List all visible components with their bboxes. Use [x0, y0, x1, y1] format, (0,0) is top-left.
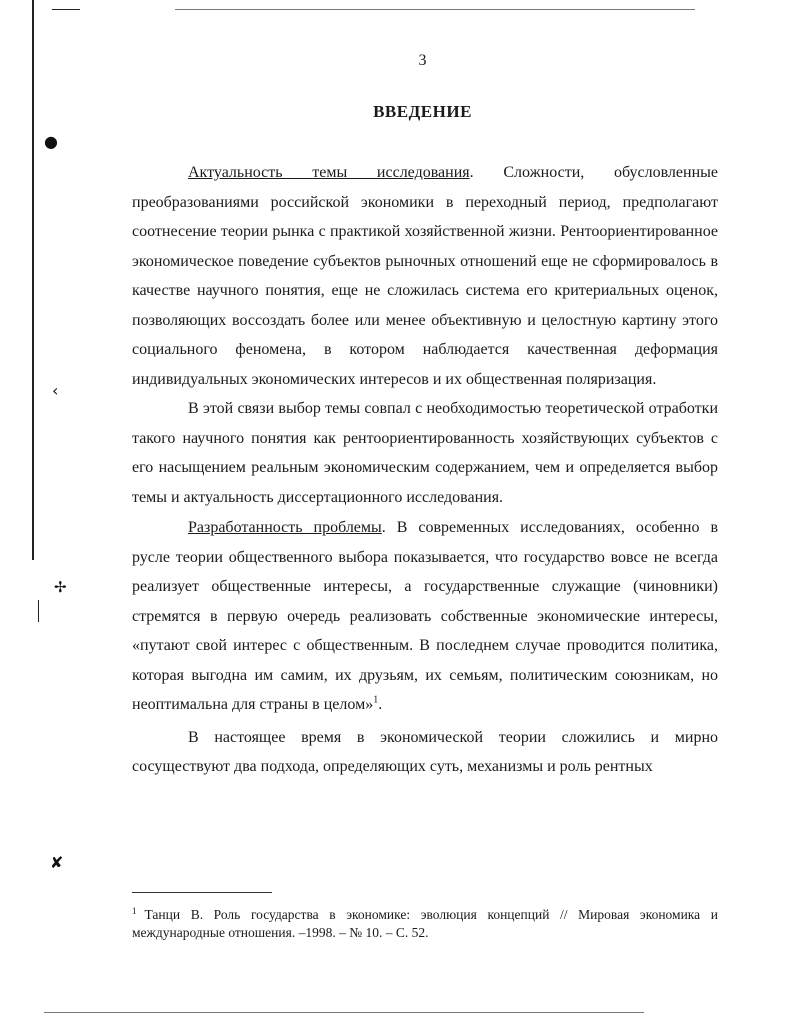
scan-left-tick [38, 600, 39, 622]
footnote-ref: 1 [373, 694, 379, 706]
footnote-separator [132, 892, 272, 893]
scan-left-edge [32, 0, 34, 560]
footnote [132, 906, 718, 942]
paragraph-approaches: В настоящее время в экономической теории сложились и мирно сосуществуют два подхода, определяющих суть, механизмы и роль рентных [132, 728, 718, 775]
paragraph-topic-choice: В этой связи выбор темы совпал с необходимостью теоретической отработки такого научного понятия как рентоориентированность хозяйствующих субъектов с его насыщением реальным экономическим содержанием, чем и определяется выбор темы и актуальность диссертационного исследования. [132, 400, 718, 506]
scan-top-edge-right [175, 9, 695, 10]
relevance-heading: Актуальность темы исследования [188, 164, 470, 181]
problem-text: . В современных исследованиях, особенно в русле теории общественного выбора показывается, что государство вовсе не всегда реализует общественные интересы, а государственные служащие (чиновники) стремятся в первую очередь реализовать собственные экономические интересы, «путают свой интерес с общественным. В последнем случае проводится политика, которая выгодна им самим, их друзьям, их семьям, политическим союзникам, но неоптимальна для страны в целом» [132, 519, 718, 713]
margin-blot-3: ✢ [54, 578, 67, 596]
problem-text-end: . [378, 696, 383, 713]
page-number: 3 [418, 52, 427, 69]
footnote-text: Танци В. Роль государства в экономике: эволюция концепций // Мировая экономика и международные отношения. –1998. – № 10. – С. 52. [132, 907, 718, 940]
margin-mark-2: ‹ [52, 381, 59, 400]
relevance-text: . Сложности, обусловленные преобразованиями российской экономики в переходный период, предполагают соотнесение теории рынка с практикой хозяйственной жизни. Рентоориентированное экономическое поведение субъектов рыночных отношений еще не сформировалось в качестве научного понятия, еще не сложилась система его критериальных оценок, позволяющих воссоздать более или менее объективную и целостную картину этого социального феномена, в котором наблюдается качественная деформация индивидуальных экономических интересов и их общественная поляризация. [132, 164, 718, 388]
paragraph-relevance [132, 158, 718, 394]
document-body [132, 158, 718, 782]
scan-bottom-edge [44, 1012, 644, 1013]
margin-blot-4: ✘ [50, 853, 64, 872]
margin-blot-1: ● [44, 132, 58, 151]
paragraph-problem-development [132, 513, 718, 720]
problem-heading: Разработанность проблемы [188, 519, 382, 536]
footnote-number: 1 [132, 905, 137, 916]
scan-top-edge-left [52, 9, 80, 10]
page-title: ВВЕДЕНИЕ [373, 102, 472, 121]
